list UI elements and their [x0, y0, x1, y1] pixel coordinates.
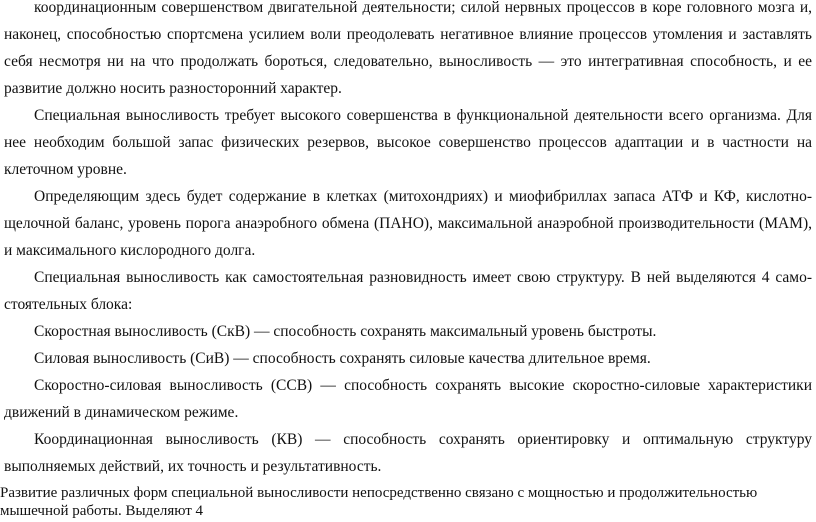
paragraph-structure-blocks: Специальная выносливость как самостоятельная разновидность имеет свою структуру. В ней выделяются 4 самостоятельных блока: [4, 269, 812, 313]
paragraph-determining-factors: Определяющим здесь будет содержание в клетках (митохондриях) и миофибриллах запаса АТФ и КФ, кислотно-щелочной баланс, уровень порога анаэробного обмена (ПАНО), максимальной анаэробной производительности (МАМ), и максимального кислородного долга. [4, 188, 812, 259]
paragraph-coordination-endurance: Координационная выносливость (КВ) — способность сохранять ориентировку и оптимальную структуру выполняемых действий, их точность и результативность. [4, 431, 812, 475]
paragraph-endurance-integrative: координационным совершенством двигательной деятельности; силой нервных процессов в коре головного мозга и, наконец, способностью спортсмена усилием воли преодолевать негативное влияние процессов утомления и заставлять себя несмотря ни на что продолжать бороться, следовательно, выносливость — это интегративная способность, и ее развитие должно носить разносторонний характер. [4, 0, 812, 97]
paragraph-special-endurance: Специальная выносливость требует высокого совершенства в функциональной деятельности всего организма. Для нее необходим большой запас физических резервов, высокое совершенство процессов адаптации и в частности на клеточном уровне. [4, 107, 812, 178]
paragraph-strength-endurance: Силовая выносливость (СиВ) — способность сохранять силовые качества длительное время. [34, 350, 651, 367]
paragraph-speed-endurance: Скоростная выносливость (СкВ) — способность сохранять максимальный уровень быстроты. [34, 323, 657, 340]
paragraph-speed-strength-endurance: Скоростно-силовая выносливость (ССВ) — способность сохранять высокие скоростно-силовые характеристики движений в динамическом режиме. [4, 377, 812, 421]
paragraph-development-forms: Развитие различных форм специальной выносливости непосредственно связано с мощностью и продолжительностью мышечной работы. Выделяют 4 [0, 485, 758, 519]
